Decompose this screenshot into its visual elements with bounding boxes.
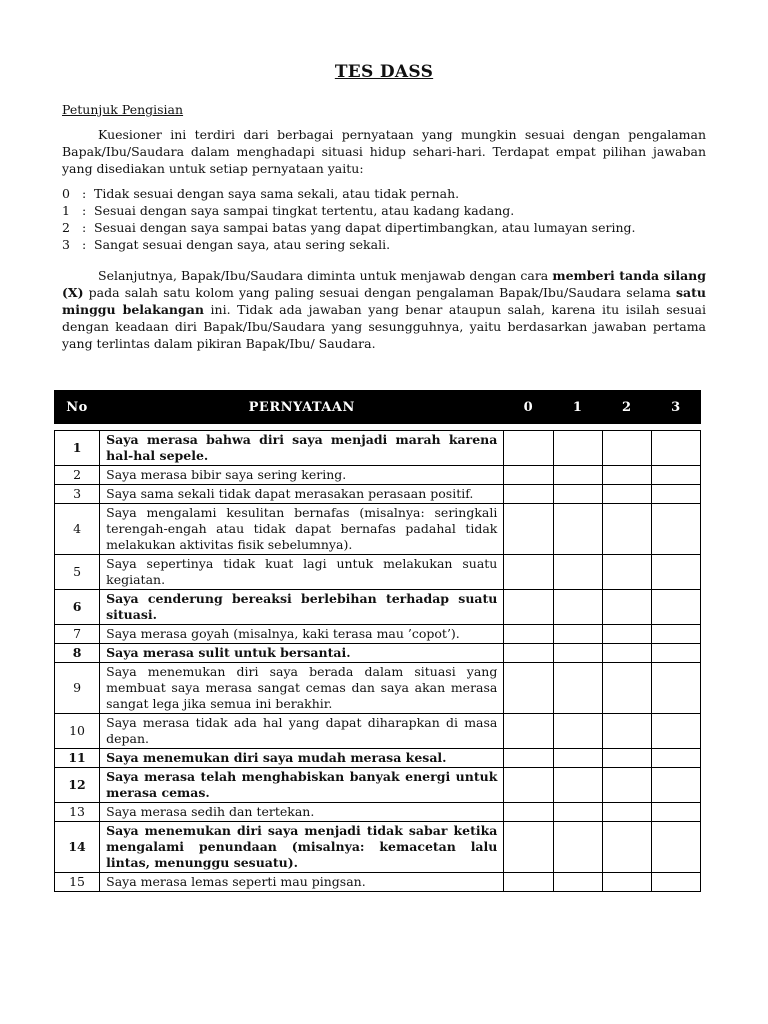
row-number: 12	[55, 768, 100, 803]
answer-cell-2[interactable]	[602, 822, 651, 873]
statement-text: Saya merasa tidak ada hal yang dapat diharapkan di masa depan.	[100, 714, 504, 749]
answer-option: 0 : Tidak sesuai dengan saya sama sekali, atau tidak pernah.	[62, 186, 460, 201]
table-row	[55, 555, 701, 590]
table-row	[55, 768, 701, 803]
table-row	[55, 485, 701, 504]
row-number: 5	[55, 555, 100, 590]
option-number: 2	[62, 220, 70, 235]
option-text: Sangat sesuai dengan saya, atau sering sekali.	[94, 237, 391, 252]
header-statement: PERNYATAAN	[100, 391, 504, 424]
statement-text: Saya merasa bahwa diri saya menjadi marah karena hal-hal sepele.	[100, 431, 504, 466]
answer-cell-1[interactable]	[553, 768, 602, 803]
option-text: Sesuai dengan saya sampai tingkat tertentu, atau kadang kadang.	[94, 203, 515, 218]
header-no: No	[55, 391, 100, 424]
answer-cell-2[interactable]	[602, 555, 651, 590]
header-score-3: 3	[651, 391, 700, 424]
answer-cell-0[interactable]	[504, 625, 553, 644]
option-text: Sesuai dengan saya sampai batas yang dapat dipertimbangkan, atau lumayan sering.	[94, 220, 636, 235]
instructions-heading: Petunjuk Pengisian	[62, 102, 184, 117]
answer-cell-3[interactable]	[651, 625, 700, 644]
header-score-1: 1	[553, 391, 602, 424]
table-row	[55, 644, 701, 663]
statement-text: Saya merasa lemas seperti mau pingsan.	[100, 873, 504, 892]
header-score-0: 0	[504, 391, 553, 424]
option-number: 0	[62, 186, 70, 201]
answer-option: 1 : Sesuai dengan saya sampai tingkat tertentu, atau kadang kadang.	[62, 203, 515, 218]
option-number: 1	[62, 203, 70, 218]
answer-cell-0[interactable]	[504, 663, 553, 714]
row-number: 14	[55, 822, 100, 873]
answer-cell-0[interactable]	[504, 714, 553, 749]
option-text: Tidak sesuai dengan saya sama sekali, atau tidak pernah.	[94, 186, 460, 201]
instruction-text-1: Selanjutnya, Bapak/Ibu/Saudara diminta untuk menjawab dengan cara	[98, 268, 553, 283]
answer-cell-3[interactable]	[651, 822, 700, 873]
answer-options-list	[62, 185, 635, 253]
answer-cell-3[interactable]	[651, 873, 700, 892]
answer-cell-0[interactable]	[504, 803, 553, 822]
answer-cell-0[interactable]	[504, 873, 553, 892]
instruction-paragraph	[62, 267, 706, 352]
answer-cell-1[interactable]	[553, 555, 602, 590]
answer-cell-1[interactable]	[553, 644, 602, 663]
answer-cell-2[interactable]	[602, 644, 651, 663]
answer-cell-0[interactable]	[504, 504, 553, 555]
answer-cell-3[interactable]	[651, 714, 700, 749]
row-number: 4	[55, 504, 100, 555]
answer-option: 3 : Sangat sesuai dengan saya, atau sering sekali.	[62, 237, 391, 252]
table-row	[55, 504, 701, 555]
statement-text: Saya merasa sulit untuk bersantai.	[100, 644, 504, 663]
answer-cell-3[interactable]	[651, 485, 700, 504]
statement-text: Saya mengalami kesulitan bernafas (misalnya: seringkali terengah-engah atau tidak dapat bernafas padahal tidak melakukan aktivitas fisik sebelumnya).	[100, 504, 504, 555]
answer-cell-3[interactable]	[651, 644, 700, 663]
answer-cell-0[interactable]	[504, 555, 553, 590]
answer-cell-2[interactable]	[602, 714, 651, 749]
table-row	[55, 822, 701, 873]
answer-cell-3[interactable]	[651, 431, 700, 466]
instruction-bold-1: memberi tanda silang (X)	[62, 268, 706, 300]
statement-text: Saya merasa bibir saya sering kering.	[100, 466, 504, 485]
row-number: 8	[55, 644, 100, 663]
row-number: 2	[55, 466, 100, 485]
answer-cell-0[interactable]	[504, 644, 553, 663]
answer-cell-1[interactable]	[553, 590, 602, 625]
answer-cell-0[interactable]	[504, 590, 553, 625]
row-number: 10	[55, 714, 100, 749]
answer-cell-1[interactable]	[553, 714, 602, 749]
row-number: 6	[55, 590, 100, 625]
statement-text: Saya menemukan diri saya mudah merasa kesal.	[100, 749, 504, 768]
row-number: 13	[55, 803, 100, 822]
row-number: 1	[55, 431, 100, 466]
header-gap	[55, 424, 701, 431]
answer-cell-3[interactable]	[651, 663, 700, 714]
answer-cell-2[interactable]	[602, 504, 651, 555]
answer-cell-3[interactable]	[651, 768, 700, 803]
statement-text: Saya menemukan diri saya berada dalam situasi yang membuat saya merasa sangat cemas dan saya akan merasa sangat lega jika semua ini berakhir.	[100, 663, 504, 714]
statement-text: Saya menemukan diri saya menjadi tidak sabar ketika mengalami penundaan (misalnya: kemacetan lalu lintas, menunggu sesuatu).	[100, 822, 504, 873]
intro-text: Kuesioner ini terdiri dari berbagai pernyataan yang mungkin sesuai dengan pengalaman Bapak/Ibu/Saudara dalam menghadapi situasi hidup sehari-hari. Terdapat empat pilihan jawaban yang disediakan untuk setiap pernyataan yaitu:	[62, 127, 706, 176]
statement-text: Saya merasa telah menghabiskan banyak energi untuk merasa cemas.	[100, 768, 504, 803]
statement-text: Saya merasa sedih dan tertekan.	[100, 803, 504, 822]
dass-questionnaire-table	[54, 390, 701, 892]
row-number: 3	[55, 485, 100, 504]
statement-text: Saya cenderung bereaksi berlebihan terhadap suatu situasi.	[100, 590, 504, 625]
answer-cell-2[interactable]	[602, 466, 651, 485]
answer-cell-0[interactable]	[504, 466, 553, 485]
table-header-row	[55, 391, 701, 424]
table-row	[55, 803, 701, 822]
answer-cell-3[interactable]	[651, 466, 700, 485]
answer-cell-0[interactable]	[504, 749, 553, 768]
answer-cell-1[interactable]	[553, 749, 602, 768]
row-number: 7	[55, 625, 100, 644]
table-row	[55, 466, 701, 485]
answer-cell-1[interactable]	[553, 803, 602, 822]
answer-cell-2[interactable]	[602, 803, 651, 822]
option-number: 3	[62, 237, 70, 252]
answer-cell-3[interactable]	[651, 803, 700, 822]
answer-cell-3[interactable]	[651, 555, 700, 590]
header-score-2: 2	[602, 391, 651, 424]
page-title: TES DASS	[334, 62, 434, 82]
answer-cell-2[interactable]	[602, 873, 651, 892]
answer-cell-1[interactable]	[553, 485, 602, 504]
intro-paragraph	[62, 126, 706, 177]
instruction-text-3: ini. Tidak ada jawaban yang benar ataupun salah, karena itu isilah sesuai dengan keadaan diri Bapak/Ibu/Saudara yang sesungguhnya, yaitu berdasarkan jawaban pertama yang terlintas dalam pikiran Bapak/Ibu/ Saudara.	[62, 302, 706, 351]
answer-option: 2 : Sesuai dengan saya sampai batas yang dapat dipertimbangkan, atau lumayan sering.	[62, 220, 636, 235]
table-row	[55, 590, 701, 625]
answer-cell-1[interactable]	[553, 431, 602, 466]
table-row	[55, 431, 701, 466]
table-row	[55, 873, 701, 892]
answer-cell-2[interactable]	[602, 590, 651, 625]
table-row	[55, 749, 701, 768]
statement-text: Saya sama sekali tidak dapat merasakan perasaan positif.	[100, 485, 504, 504]
answer-cell-0[interactable]	[504, 822, 553, 873]
answer-cell-1[interactable]	[553, 663, 602, 714]
answer-cell-3[interactable]	[651, 590, 700, 625]
answer-cell-3[interactable]	[651, 504, 700, 555]
statement-text: Saya merasa goyah (misalnya, kaki terasa mau ’copot’).	[100, 625, 504, 644]
table-row	[55, 663, 701, 714]
table-row	[55, 625, 701, 644]
answer-cell-1[interactable]	[553, 504, 602, 555]
answer-cell-2[interactable]	[602, 625, 651, 644]
instruction-bold-2: satu minggu belakangan	[62, 285, 706, 317]
answer-cell-2[interactable]	[602, 749, 651, 768]
answer-cell-0[interactable]	[504, 768, 553, 803]
answer-cell-1[interactable]	[553, 625, 602, 644]
table-row	[55, 714, 701, 749]
answer-cell-3[interactable]	[651, 749, 700, 768]
row-number: 9	[55, 663, 100, 714]
answer-cell-0[interactable]	[504, 485, 553, 504]
answer-cell-2[interactable]	[602, 431, 651, 466]
table-body	[55, 424, 701, 892]
answer-cell-0[interactable]	[504, 431, 553, 466]
row-number: 11	[55, 749, 100, 768]
instruction-text-2: pada salah satu kolom yang paling sesuai dengan pengalaman Bapak/Ibu/Saudara selama	[83, 285, 676, 300]
answer-cell-1[interactable]	[553, 466, 602, 485]
statement-text: Saya sepertinya tidak kuat lagi untuk melakukan suatu kegiatan.	[100, 555, 504, 590]
answer-cell-2[interactable]	[602, 485, 651, 504]
answer-cell-2[interactable]	[602, 663, 651, 714]
answer-cell-1[interactable]	[553, 822, 602, 873]
answer-cell-2[interactable]	[602, 768, 651, 803]
answer-cell-1[interactable]	[553, 873, 602, 892]
row-number: 15	[55, 873, 100, 892]
